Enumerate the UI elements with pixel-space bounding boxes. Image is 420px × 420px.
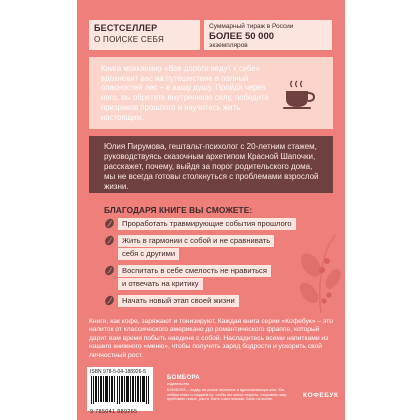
bestseller-badge <box>89 20 200 50</box>
benefit-text-cont: себя с другими <box>118 248 179 260</box>
benefits-title: БЛАГОДАРЯ КНИГЕ ВЫ СМОЖЕТЕ: <box>104 205 253 215</box>
barcode-number: 9 785041 889265 <box>90 409 138 415</box>
coffee-cup-icon <box>282 80 316 110</box>
coffee-branch-decoration <box>291 235 341 313</box>
isbn-text: ISBN 978-5-04-188926-5 <box>90 369 146 375</box>
barcode-icon <box>90 376 150 404</box>
benefit-text: Жить в гармонии с собой и не сравнивать <box>118 235 274 247</box>
benefit-text-cont: и отвечать на критику <box>118 278 203 290</box>
circulation-badge <box>204 20 332 50</box>
publisher-logo: БОМБОРА <box>167 375 200 381</box>
book-back-cover <box>77 0 345 420</box>
coffee-bean-icon <box>104 295 115 306</box>
circulation-label: Суммарный тираж в России <box>209 23 294 30</box>
benefit-text: Воспитать в себе смелость не нравиться <box>118 265 271 277</box>
benefit-text: Проработать травмирующие события прошлого <box>118 218 296 230</box>
series-logo: КОФЕБУК <box>303 392 339 399</box>
publisher-text: БОМБОРА – лидер на рынке полезных и вдохновляющих книг. Мы любим книги и создаем их, чтобы вы могли творить, открывать мир, пробовать новое, расти. Быть счастливыми. Быть на волне. <box>167 388 288 402</box>
publisher-subtitle: издательство <box>167 382 190 386</box>
description-text: Книга мокканино «Все дороги ведут к себе» вдохновит вас на путешествие в полный опасностей лес – в вашу душу. Пройдя через него, вы обретете внутреннюю силу, победите призраков прошлого и научитесь жить настоящим. <box>101 64 269 122</box>
circulation-unit: экземпляров <box>209 42 248 49</box>
author-box <box>89 136 333 193</box>
coffee-bean-icon <box>104 235 115 246</box>
bestseller-subtitle: О ПОИСКЕ СЕБЯ <box>94 35 165 44</box>
barcode-block <box>87 367 153 415</box>
author-blurb: Юлия Пирумова, гештальт-психолог с 20-летним стажем, руководствуясь сказочным архетипом Красной Шапочки, расскажет, почему, выйдя за порог родительского дома, мы не всегда готовы столкнуться с проблемами взрослой жизни. <box>104 142 319 191</box>
coffee-bean-icon <box>104 218 115 229</box>
circulation-value: БОЛЕЕ 50 000 <box>209 31 275 42</box>
bestseller-label: БЕСТСЕЛЛЕР <box>94 23 158 33</box>
series-description: Книги, как кофе, заряжают и тонизируют. Каждая книга серии «Кофебук» – это напиток от классического американо до романтического фраппе, который дарит вам время побыть наедине с собой. Насладитесь всеми напитками из нашего книжного «меню», чтобы получить заряд бодрости и ускорить свой личностный рост. <box>89 318 333 359</box>
coffee-bean-icon <box>104 265 115 276</box>
benefit-text: Начать новый этап своей жизни <box>118 295 239 307</box>
